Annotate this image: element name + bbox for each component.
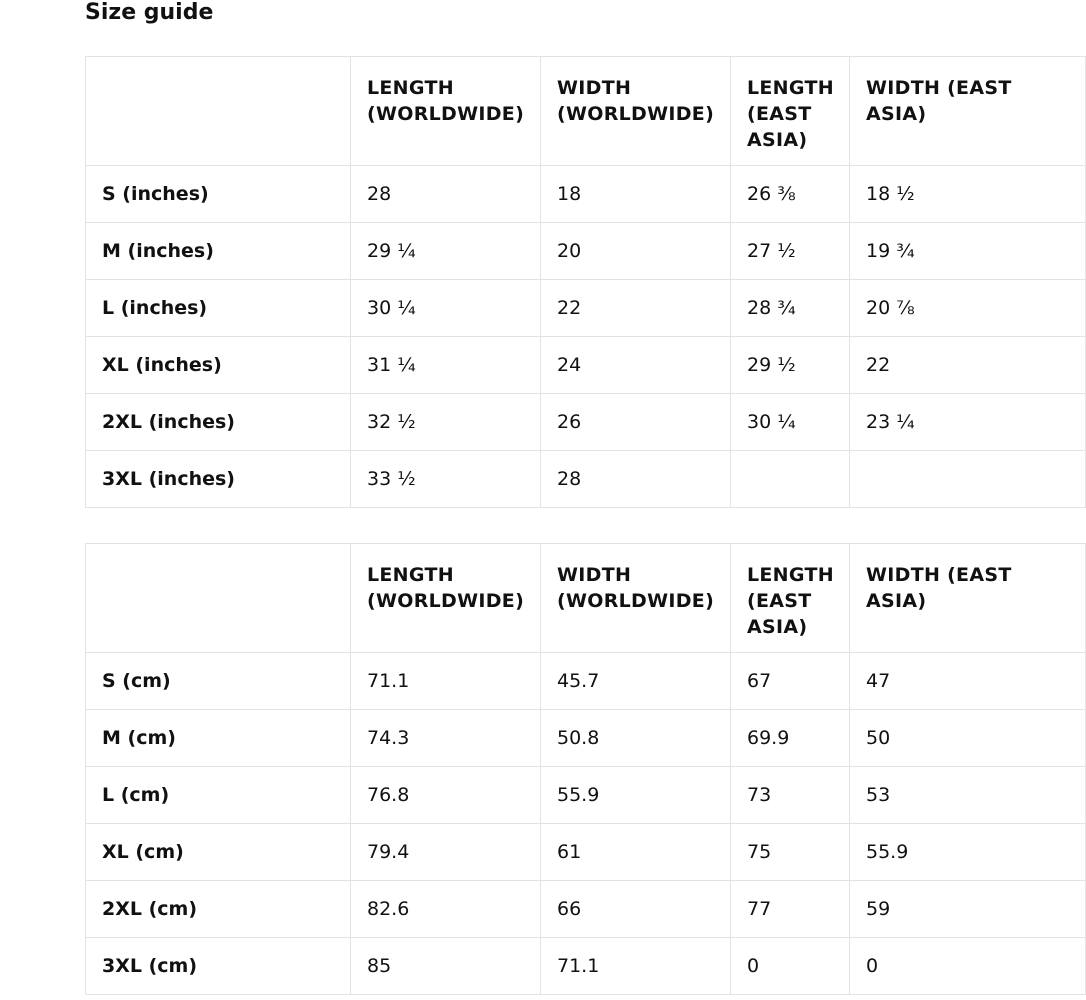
table-cell: 77: [731, 881, 850, 938]
table-cell: 75: [731, 824, 850, 881]
table-row: [86, 767, 1086, 824]
table-cell: 20 ⅞: [850, 280, 1086, 337]
table-cell: 61: [541, 824, 731, 881]
row-label: L (cm): [86, 767, 351, 824]
table-cell: 29 ½: [731, 337, 850, 394]
table-cell: [850, 451, 1086, 508]
table-cell: 53: [850, 767, 1086, 824]
size-table-cm: [85, 543, 1086, 995]
table-cell: 30 ¼: [731, 394, 850, 451]
row-label: 3XL (inches): [86, 451, 351, 508]
table-row: [86, 394, 1086, 451]
table-row: [86, 881, 1086, 938]
table-cell: 19 ¾: [850, 223, 1086, 280]
corner-header-cell: [86, 57, 351, 166]
table-cell: 82.6: [351, 881, 541, 938]
table-body: [86, 166, 1086, 508]
table-cell: 28 ¾: [731, 280, 850, 337]
table-row: [86, 710, 1086, 767]
table-cell: 66: [541, 881, 731, 938]
table-cell: 0: [731, 938, 850, 995]
table-cell: 55.9: [850, 824, 1086, 881]
header-row: [86, 57, 1086, 166]
table-cell: 18: [541, 166, 731, 223]
table-cell: 33 ½: [351, 451, 541, 508]
row-label: M (inches): [86, 223, 351, 280]
table-cell: 71.1: [351, 653, 541, 710]
table-cell: 20: [541, 223, 731, 280]
table-cell: [731, 451, 850, 508]
column-header: WIDTH (EAST ASIA): [850, 57, 1086, 166]
table-cell: 32 ½: [351, 394, 541, 451]
table-cell: 18 ½: [850, 166, 1086, 223]
column-header: LENGTH (EAST ASIA): [731, 544, 850, 653]
table-cell: 24: [541, 337, 731, 394]
row-label: M (cm): [86, 710, 351, 767]
row-label: XL (inches): [86, 337, 351, 394]
table-row: [86, 824, 1086, 881]
column-header: WIDTH (EAST ASIA): [850, 544, 1086, 653]
header-row: [86, 544, 1086, 653]
table-cell: 23 ¼: [850, 394, 1086, 451]
size-table-inches-viewport[interactable]: [85, 56, 1012, 513]
table-cell: 28: [541, 451, 731, 508]
table-cell: 85: [351, 938, 541, 995]
table-cell: 50: [850, 710, 1086, 767]
size-table-cm-viewport[interactable]: [85, 543, 1012, 1000]
column-header: WIDTH (WORLDWIDE): [541, 544, 731, 653]
column-header: LENGTH (EAST ASIA): [731, 57, 850, 166]
table-cell: 74.3: [351, 710, 541, 767]
table-cell: 27 ½: [731, 223, 850, 280]
table-cell: 30 ¼: [351, 280, 541, 337]
table-cell: 26 ⅜: [731, 166, 850, 223]
row-label: S (inches): [86, 166, 351, 223]
table-cell: 29 ¼: [351, 223, 541, 280]
table-row: [86, 653, 1086, 710]
table-cell: 71.1: [541, 938, 731, 995]
column-header: LENGTH (WORLDWIDE): [351, 57, 541, 166]
table-row: [86, 166, 1086, 223]
column-header: LENGTH (WORLDWIDE): [351, 544, 541, 653]
table-cell: 26: [541, 394, 731, 451]
column-header: WIDTH (WORLDWIDE): [541, 57, 731, 166]
table-body: [86, 653, 1086, 995]
table-cell: 67: [731, 653, 850, 710]
table-cell: 50.8: [541, 710, 731, 767]
table-row: [86, 223, 1086, 280]
row-label: 3XL (cm): [86, 938, 351, 995]
row-label: 2XL (inches): [86, 394, 351, 451]
table-cell: 22: [541, 280, 731, 337]
table-cell: 76.8: [351, 767, 541, 824]
table-cell: 0: [850, 938, 1086, 995]
row-label: 2XL (cm): [86, 881, 351, 938]
table-header: [86, 57, 1086, 166]
row-label: XL (cm): [86, 824, 351, 881]
table-cell: 79.4: [351, 824, 541, 881]
table-cell: 31 ¼: [351, 337, 541, 394]
table-cell: 55.9: [541, 767, 731, 824]
table-cell: 22: [850, 337, 1086, 394]
table-row: [86, 337, 1086, 394]
row-label: L (inches): [86, 280, 351, 337]
table-cell: 69.9: [731, 710, 850, 767]
size-table-inches: [85, 56, 1086, 508]
table-cell: 73: [731, 767, 850, 824]
table-row: [86, 938, 1086, 995]
table-cell: 45.7: [541, 653, 731, 710]
table-row: [86, 280, 1086, 337]
page-title: Size guide: [85, 0, 214, 25]
corner-header-cell: [86, 544, 351, 653]
table-header: [86, 544, 1086, 653]
table-cell: 59: [850, 881, 1086, 938]
table-cell: 28: [351, 166, 541, 223]
table-row: [86, 451, 1086, 508]
row-label: S (cm): [86, 653, 351, 710]
table-cell: 47: [850, 653, 1086, 710]
